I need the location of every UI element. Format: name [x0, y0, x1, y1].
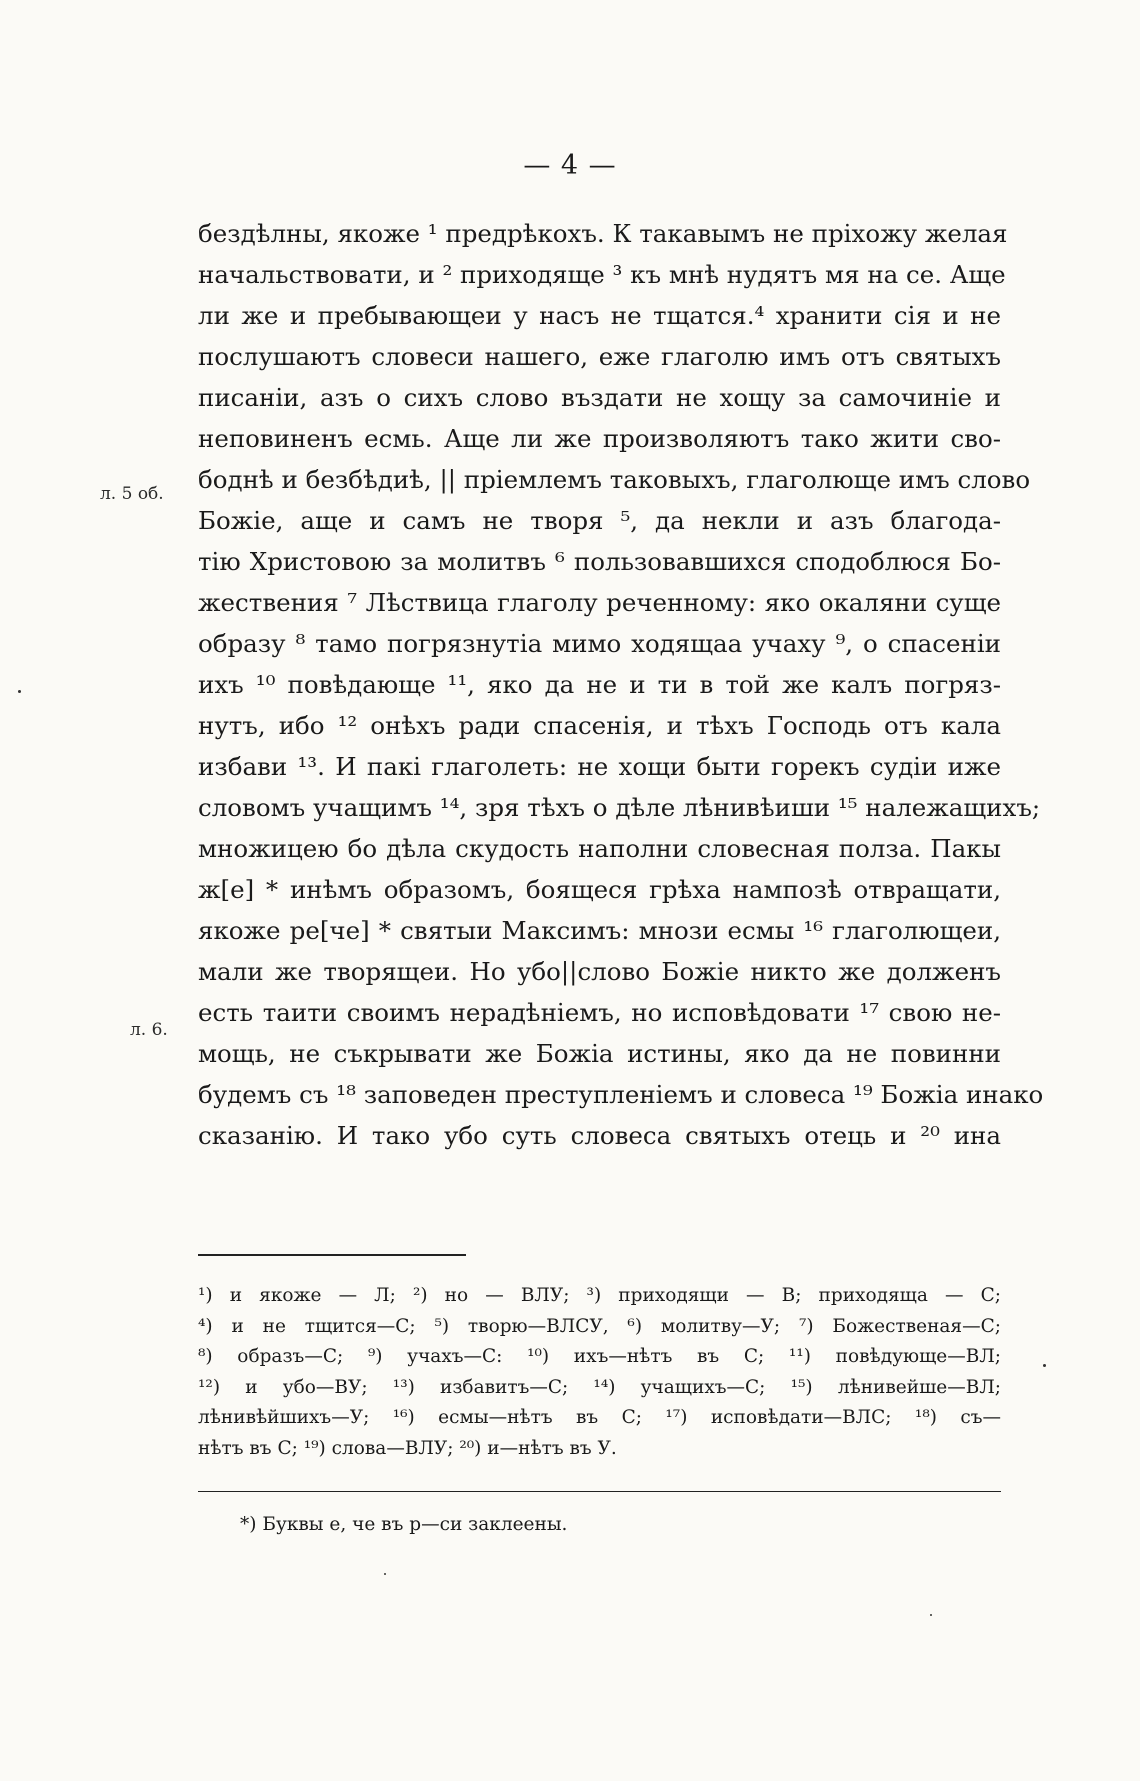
text-line: боднѣ и безбѣдиѣ, || пріемлемъ таковыхъ, глаголюще имъ слово: [198, 465, 1031, 494]
asterisk-note-rule: [198, 1491, 1001, 1492]
text-line: образу ⁸ тамо погрязнутіа мимо ходящаа учаху ⁹, о спасеніи: [198, 629, 1001, 658]
text-line: нутъ, ибо ¹² онѣхъ ради спасенія, и тѣхъ Господь отъ кала: [198, 711, 1001, 740]
text-line: жествения ⁷ Лѣствица глаголу реченному: яко окаляни суще: [198, 588, 1001, 617]
page-number: — 4 —: [523, 150, 617, 181]
text-line: мощь, не съкрывати же Божіа истины, яко да не повинни: [198, 1039, 1001, 1068]
footnote-line: ⁴) и не тщится—С; ⁵) творю—ВЛСУ, ⁶) молитву—У; ⁷) Божественая—С;: [198, 1315, 1001, 1337]
footnote-separator-rule: [198, 1254, 466, 1256]
text-line: тію Христовою за молитвъ ⁶ пользовавшихся сподоблюся Бо-: [198, 547, 1001, 576]
text-line: словомъ учащимъ ¹⁴, зря тѣхъ о дѣле лѣнивѣиши ¹⁵ належащихъ;: [198, 793, 1041, 822]
text-line: есть таити своимъ нерадѣніемъ, но исповѣдовати ¹⁷ свою не-: [198, 998, 1001, 1027]
text-line: мали же творящеи. Но убо||слово Божіе никто же долженъ: [198, 957, 1001, 986]
scan-speck: [930, 1614, 932, 1616]
text-line: писанiи, азъ о сихъ слово въздати не хощу за самочиніе и: [198, 383, 1001, 412]
footnote-line: ⁸) образъ—С; ⁹) учахъ—С: ¹⁰) ихъ—нѣтъ въ С; ¹¹) повѣдующе—ВЛ;: [198, 1346, 1001, 1367]
text-line: сказанію. И тако убо суть словеса святыхъ отець и ²⁰ ина: [198, 1121, 1001, 1150]
footnotes: [198, 1281, 1001, 1464]
text-line: послушаютъ словеси нашего, еже глаголю имъ отъ святыхъ: [198, 342, 1001, 371]
footnote-line: лѣнивѣйшихъ—У; ¹⁶) есмы—нѣтъ въ С; ¹⁷) исповѣдати—ВЛС; ¹⁸) съ—: [198, 1407, 1001, 1428]
text-line: бездѣлны, якоже ¹ предрѣкохъ. К такавымъ не пріхожу желая: [198, 219, 1008, 248]
text-line: ж[е] * инѣмъ образомъ, боящеся грѣха нампозѣ отвращати,: [198, 875, 1001, 904]
text-line: множицею бо дѣла скудость наполни словесная полза. Пакы: [198, 834, 1001, 863]
margin-note-folio-5v: л. 5 об.: [100, 484, 164, 504]
text-line: будемъ съ ¹⁸ заповеден преступленіемъ и словеса ¹⁹ Божіа инако: [198, 1080, 1044, 1109]
text-line: избави ¹³. И пакі глаголеть: не хощи быти горекъ судіи иже: [198, 752, 1001, 781]
footnote-line: нѣтъ въ С; ¹⁹) слова—ВЛУ; ²⁰) и—нѣтъ въ У.: [198, 1437, 617, 1459]
asterisk-note: *) Буквы е, че въ р—си заклеены.: [240, 1514, 568, 1535]
text-line: ихъ ¹⁰ повѣдающе ¹¹, яко да не и ти в той же калъ погряз-: [198, 670, 1001, 699]
footnote-line: ¹) и якоже — Л; ²) но — ВЛУ; ³) приходящи — В; приходяща — С;: [198, 1285, 1001, 1306]
text-line: Божіе, аще и самъ не творя ⁵, да некли и азъ благода-: [198, 506, 1001, 535]
scan-speck: [18, 690, 21, 693]
margin-note-folio-6: л. 6.: [130, 1020, 168, 1040]
footnote-line: ¹²) и убо—ВУ; ¹³) избавитъ—С; ¹⁴) учащихъ—С; ¹⁵) лѣнивейше—ВЛ;: [198, 1376, 1001, 1398]
scan-speck: [384, 1573, 386, 1575]
main-text: [198, 213, 1044, 1156]
scan-speck: [1043, 1364, 1046, 1367]
text-line: начальствовати, и ² приходяще ³ къ мнѣ нудятъ мя на се. Аще: [198, 260, 1006, 289]
text-line: якоже ре[че] * святыи Максимъ: мнози есмы ¹⁶ глаголющеи,: [198, 916, 1001, 945]
text-line: ли же и пребывающеи у насъ не тщатся.⁴ хранити сія и не: [198, 301, 1001, 330]
text-line: неповиненъ есмь. Аще ли же произволяютъ тако жити сво-: [198, 424, 1001, 453]
